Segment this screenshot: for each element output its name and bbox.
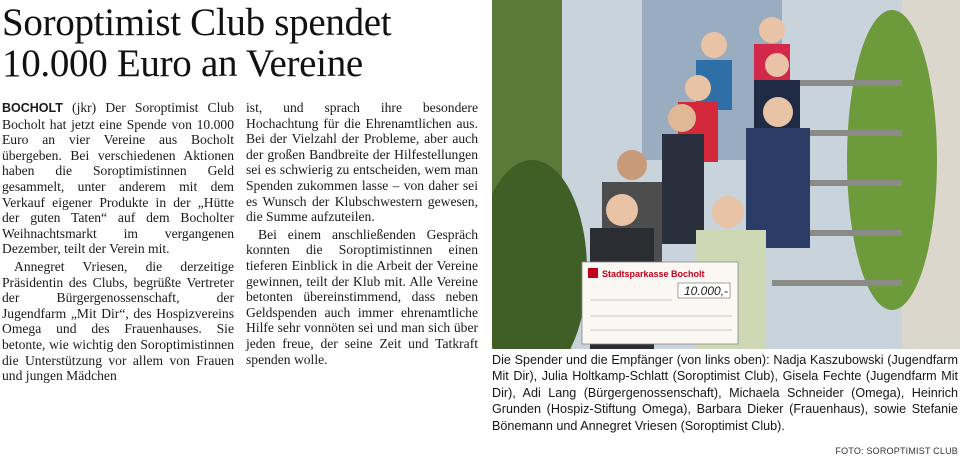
paragraph-1 (2, 100, 234, 257)
headline (2, 2, 482, 84)
group-photo-illustration (492, 0, 960, 349)
paragraph-1-text: (jkr) Der Soroptimist Club Bocholt hat jetzt eine Spende von 10.000 Euro an vier Vereine aus Bocholt übergeben. Bei verschiedenen Aktionen haben die Soroptimistinnen Geld gesammelt, unter anderem mit dem Verkauf eigener Produkte in der „Hütte der guten Taten“ auf dem Bocholter Weihnachtsmarkt im vergangenen Dezember, teilt der Verein mit. (2, 100, 234, 257)
check-bank-name: Stadtsparkasse Bocholt (602, 269, 705, 279)
paragraph-2: Annegret Vriesen, die derzeitige Präsidentin des Clubs, begrüßte Vertreter der Bürgergenossenschaft, der Jugendfarm „Mit Dir“, des Hospizvereins Omega und des Frauenhauses. Sie betonte, wie wichtig den Soroptimistinnen die Unterstützung vor allem von Frauen und jungen Mädchen (2, 258, 234, 384)
paragraph-4: Bei einem anschließenden Gespräch konnten die Soroptimistinnen einen tieferen Einblick in die Arbeit der Vereine gewinnen, teilt der Klub mit. Alle Vereine betonten übereinstimmend, dass neben Geldspenden auch immer ehrenamtliche Hilfe sehr vonnöten sei und man sich über jeden freue, der seine Zeit und Tatkraft spenden wolle. (246, 226, 478, 367)
sparkasse-logo-icon (588, 268, 598, 278)
paragraph-3: ist, und sprach ihre besondere Hochachtung für die Ehrenamtlichen aus. Bei der Vielzahl der Probleme, aber auch der großen Bandbreite der Hilfestellungen sei es schwierig zu entscheiden, wem man Spenden zukommen lasse – von daher sei es Wunsch der Klubschwestern gewesen, die Summe aufzuteilen. (246, 100, 478, 225)
headline-line-1: Soroptimist Club spendet (2, 1, 392, 44)
headline-line-2: 10.000 Euro an Vereine (2, 42, 363, 85)
article-column-2 (246, 100, 478, 367)
article-column-1 (2, 100, 234, 384)
dateline: BOCHOLT (2, 101, 63, 115)
donation-check (582, 262, 738, 344)
photo-credit: FOTO: SOROPTIMIST CLUB (835, 446, 958, 456)
group-photo (492, 0, 960, 349)
photo-vine (847, 10, 937, 310)
photo-caption: Die Spender und die Empfänger (von links oben): Nadja Kaszubowski (Jugendfarm Mit Dir), Julia Holtkamp-Schlatt (Soroptimist Club), Gisela Fechte (Jugendfarm Mit Dir), Adi Lang (Bürgergenossenschaft), Michaela Schneider (Omega), Heinrich Grunden (Hospiz-Stiftung Omega), Barbara Dieker (Frauenhaus), sowie Stefanie Bönemann und Annegret Vriesen (Soroptimist Club). (492, 353, 958, 433)
check-amount: 10.000,- (684, 284, 729, 298)
